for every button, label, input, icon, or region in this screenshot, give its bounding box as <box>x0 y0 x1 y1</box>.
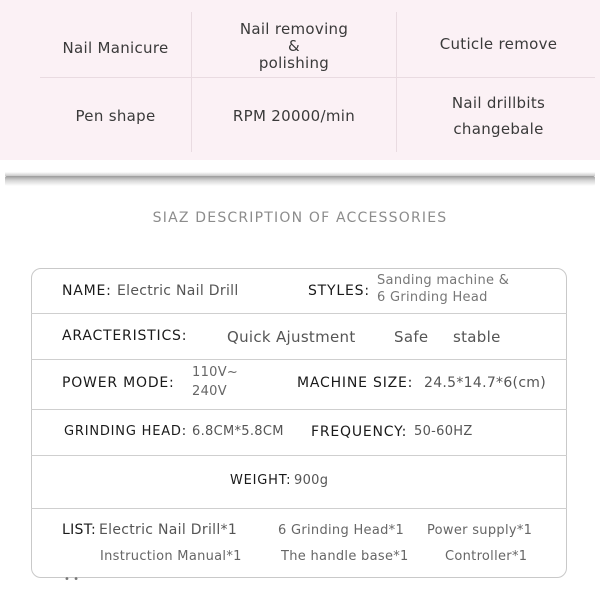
feature-nail-manicure: Nail Manicure <box>62 39 169 57</box>
list-label: LIST: <box>62 522 97 538</box>
characteristic-item: Safe <box>394 328 429 346</box>
styles-value-line2: 6 Grinding Head <box>377 290 488 305</box>
styles-label: STYLES: <box>308 283 370 299</box>
power-mode-label: POWER MODE: <box>62 375 175 391</box>
row-divider <box>31 409 567 410</box>
feature-nail-removing: Nail removing & polishing <box>239 19 349 72</box>
list-item: 6 Grinding Head*1 <box>278 523 405 538</box>
grinding-head-label: GRINDING HEAD: <box>64 424 187 439</box>
stray-mark: • • <box>64 574 79 585</box>
list-item: Power supply*1 <box>427 523 533 538</box>
feature-pen-shape: Pen shape <box>75 106 156 125</box>
characteristic-item: stable <box>453 328 501 346</box>
machine-size-value: 24.5*14.7*6(cm) <box>424 375 547 391</box>
power-mode-value-line2: 240V <box>192 384 227 399</box>
list-item: Electric Nail Drill*1 <box>99 522 238 538</box>
section-title: SIAZ DESCRIPTION OF ACCESSORIES <box>152 210 448 226</box>
machine-size-label: MACHINE SIZE: <box>297 375 414 391</box>
frequency-value: 50-60HZ <box>414 424 473 439</box>
grid-divider <box>40 77 595 78</box>
list-item: Controller*1 <box>445 549 528 564</box>
name-label: NAME: <box>62 283 112 299</box>
feature-grid <box>0 0 600 160</box>
power-mode-value-line1: 110V~ <box>192 365 239 380</box>
list-item: Instruction Manual*1 <box>100 549 242 564</box>
row-divider <box>31 359 567 360</box>
weight-value: 900g <box>294 473 329 488</box>
section-divider-shadow <box>5 176 595 186</box>
name-value: Electric Nail Drill <box>117 283 239 299</box>
list-item: The handle base*1 <box>281 549 409 564</box>
styles-value-line1: Sanding machine & <box>377 273 510 288</box>
row-divider <box>31 313 567 314</box>
row-divider <box>31 508 567 509</box>
characteristics-label: ARACTERISTICS: <box>62 328 188 344</box>
feature-cuticle-remove: Cuticle remove <box>439 34 558 53</box>
feature-drillbits: Nail drillbits changebale <box>451 94 546 138</box>
grinding-head-value: 6.8CM*5.8CM <box>192 424 284 439</box>
feature-rpm: RPM 20000/min <box>232 106 356 125</box>
row-divider <box>31 455 567 456</box>
characteristic-item: Quick Ajustment <box>227 328 356 346</box>
frequency-label: FREQUENCY: <box>311 424 408 440</box>
weight-label: WEIGHT: <box>230 473 292 488</box>
